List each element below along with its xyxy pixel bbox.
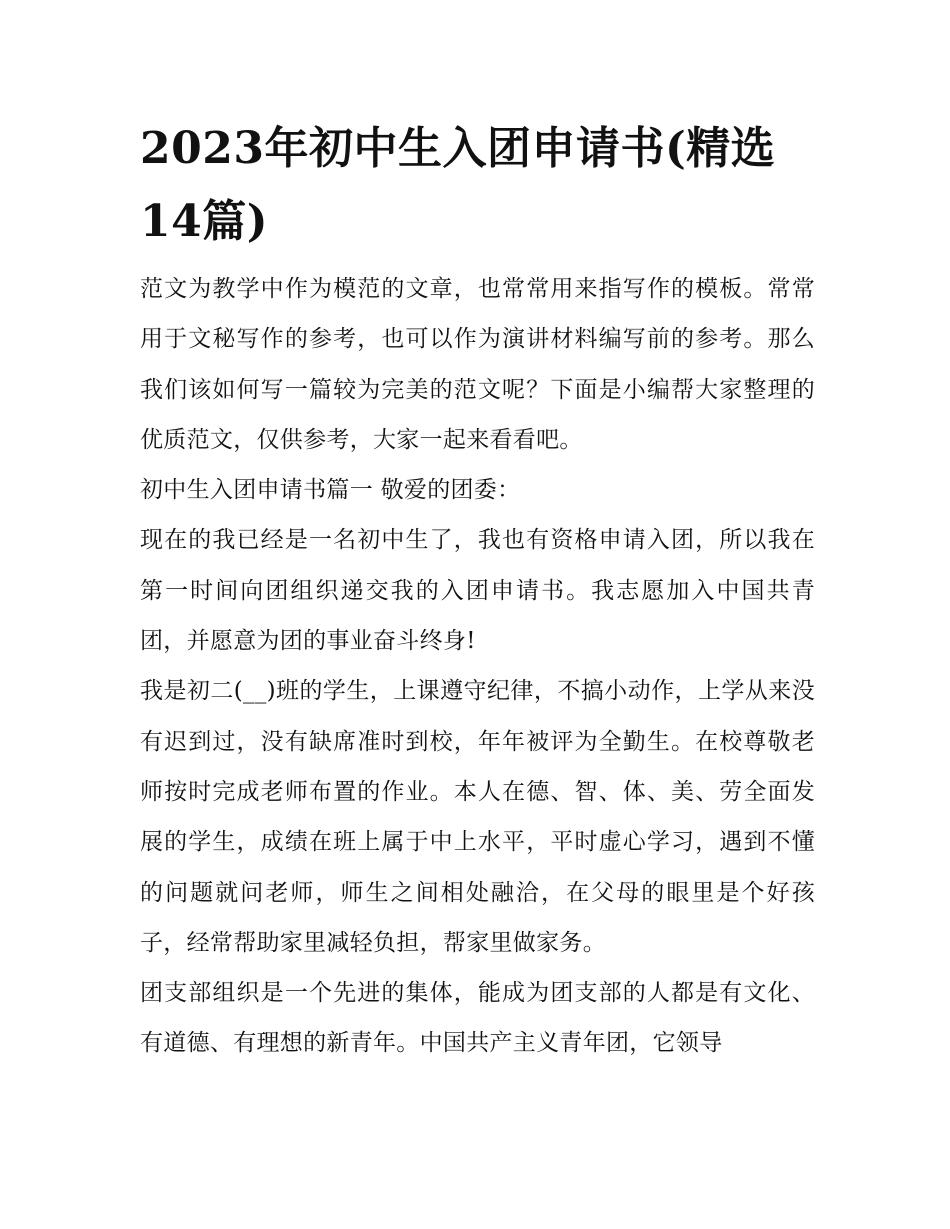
document-title: 2023年初中生入团申请书(精选14篇) — [140, 123, 776, 247]
paragraph-body-1: 现在的我已经是一名初中生了，我也有资格申请入团，所以我在第一时间向团组织递交我的入团申请书。我志愿加入中国共青团，并愿意为团的事业奋斗终身! — [140, 527, 815, 655]
paragraph-body-3: 团支部组织是一个先进的集体，能成为团支部的人都是有文化、有道德、有理想的新青年。中国共产主义青年团，它领导 — [140, 980, 815, 1057]
paragraph-salutation: 初中生入团申请书篇一 敬爱的团委： — [140, 477, 521, 504]
paragraph-body-2: 我是初二(__)班的学生，上课遵守纪律，不搞小动作，上学从来没有迟到过，没有缺席准时到校，年年被评为全勤生。在校尊敬老师按时完成老师布置的作业。本人在德、智、体、美、劳全面发展的学生，成绩在班上属于中上水平，平时虚心学习，遇到不懂的问题就问老师，师生之间相处融洽，在父母的眼里是个好孩子，经常帮助家里减轻负担，帮家里做家务。 — [140, 678, 815, 956]
paragraph-intro: 范文为教学中作为模范的文章，也常常用来指写作的模板。常常用于文秘写作的参考，也可以作为演讲材料编写前的参考。那么我们该如何写一篇较为完美的范文呢？下面是小编帮大家整理的优质范文，仅供参考，大家一起来看看吧。 — [140, 276, 815, 453]
document-page — [140, 112, 815, 1069]
